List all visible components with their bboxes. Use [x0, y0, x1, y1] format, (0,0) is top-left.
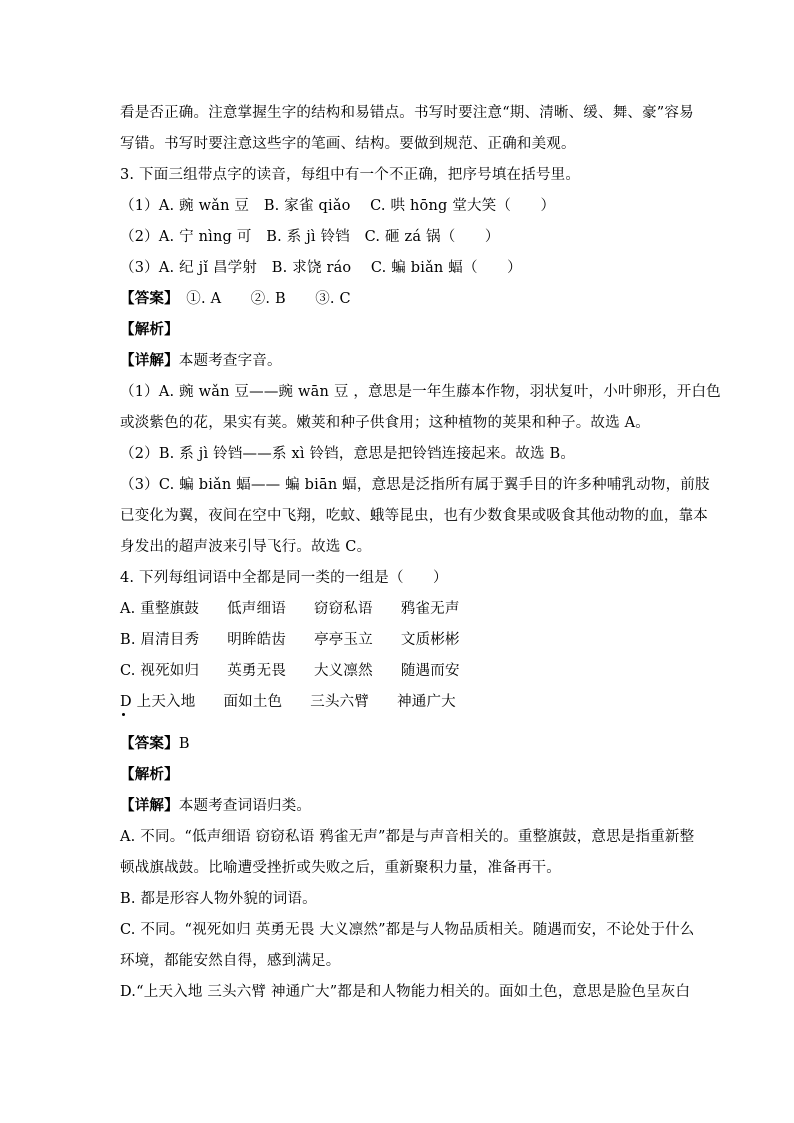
option-word: 上天入地 [136, 694, 196, 710]
detail-text-line: 身发出的超声波来引导飞行。故选 C。 [120, 539, 372, 555]
option-word: 鸦雀无声 [400, 601, 460, 617]
detail-text-line: D.“上天入地 三头六臂 神通广大”都是和人物能力相关的。面如土色，意思是脸色呈灰白 [120, 984, 691, 1000]
question-3-item-1: （1）A. 豌 wǎn 豆 B. 家雀 qiǎo C. 哄 hōng 堂大笑（ ） [120, 198, 556, 214]
option-label: C. [120, 663, 136, 679]
option-word: 英勇无畏 [227, 663, 287, 679]
detail-text-line: 顿战旗战鼓。比喻遭受挫折或失败之后，重新聚积力量，准备再干。 [120, 860, 561, 876]
option-word: 大义凛然 [314, 663, 373, 679]
analysis-tag: 【解析】 [120, 322, 179, 338]
option-word: 神通广大 [397, 694, 456, 710]
option-word: 随遇而安 [400, 663, 460, 679]
option-b [120, 631, 460, 649]
answer-tag: 【答案】 [120, 291, 172, 307]
detail-text-line: 环境，都能安然自得，感到满足。 [120, 953, 341, 969]
detail-line [120, 352, 282, 370]
answer-line [120, 735, 190, 753]
question-3-title: 3. 下面三组带点字的读音，每组中有一个不正确，把序号填在括号里。 [120, 167, 581, 183]
option-word: 亭亭玉立 [314, 632, 373, 648]
detail-text: 本题考查词语归类。 [178, 798, 312, 814]
option-word: 面如土色 [223, 694, 283, 710]
detail-text: 本题考查字音。 [178, 353, 282, 369]
option-word: 重整旗鼓 [140, 601, 200, 617]
option-a [120, 600, 460, 618]
answer-line [120, 290, 351, 308]
detail-text-line: B. 都是形容人物外貌的词语。 [120, 891, 317, 907]
text-line: 看是否正确。注意掌握生字的结构和易错点。书写时要注意“期、清晰、缓、舞、豪”容易 [120, 105, 694, 121]
analysis-tag: 【解析】 [120, 767, 179, 783]
answer-text: ①. A ②. B ③. C [171, 291, 351, 307]
option-word: 眉清目秀 [140, 632, 200, 648]
detail-text-line: C. 不同。“视死如归 英勇无畏 大义凛然”都是与人物品质相关。随遇而安，不论处于什么 [120, 922, 695, 938]
question-3-item-2: （2）A. 宁 nìng 可 B. 系 jì 铃铛 C. 砸 zá 锅（ ） [120, 229, 500, 245]
option-label: B. [120, 632, 136, 648]
option-label: D [120, 694, 132, 710]
answer-text: B [178, 736, 190, 752]
option-c [120, 662, 460, 680]
detail-text-line: 或淡紫色的花，果实有荚。嫩荚和种子供食用；这种植物的荚果和种子。故选 A。 [120, 415, 650, 431]
option-word: 窃窃私语 [313, 601, 373, 617]
question-4-title: 4. 下列每组词语中全都是同一类的一组是（ ） [120, 570, 448, 586]
option-word: 低声细语 [227, 601, 286, 617]
detail-tag: 【详解】 [120, 798, 179, 814]
detail-text-line: （1）A. 豌 wǎn 豆——豌 wān 豆 ，意思是一年生藤本作物，羽状复叶，小叶卵形，开白色 [120, 384, 721, 400]
option-label: A. [120, 601, 136, 617]
detail-tag: 【详解】 [120, 353, 179, 369]
answer-tag: 【答案】 [120, 736, 179, 752]
option-word: 三头六臂 [310, 694, 370, 710]
detail-text-line: A. 不同。“低声细语 窃窃私语 鸦雀无声”都是与声音相关的。重整旗鼓，意思是指重新整 [120, 829, 695, 845]
detail-text-line: （3）C. 蝙 biǎn 蝠—— 蝙 biān 蝠，意思是泛指所有属于翼手目的许多种哺乳动物，前肢 [120, 477, 710, 493]
option-word: 文质彬彬 [400, 632, 460, 648]
detail-text-line: （2）B. 系 jì 铃铛——系 xì 铃铛，意思是把铃铛连接起来。故选 B。 [120, 446, 576, 462]
period-mark [122, 713, 125, 716]
option-word: 视死如归 [140, 663, 200, 679]
question-3-item-3: （3）A. 纪 jǐ 昌学射 B. 求饶 ráo C. 蝙 biǎn 蝠（ ） [120, 260, 522, 276]
option-word: 明眸皓齿 [227, 632, 287, 648]
option-d [120, 693, 456, 711]
detail-text-line: 已变化为翼，夜间在空中飞翔，吃蚊、蛾等昆虫，也有少数食果或吸食其他动物的血，靠本 [120, 508, 708, 524]
text-line: 写错。书写时要注意这些字的笔画、结构。要做到规范、正确和美观。 [120, 136, 576, 152]
detail-line [120, 797, 311, 815]
